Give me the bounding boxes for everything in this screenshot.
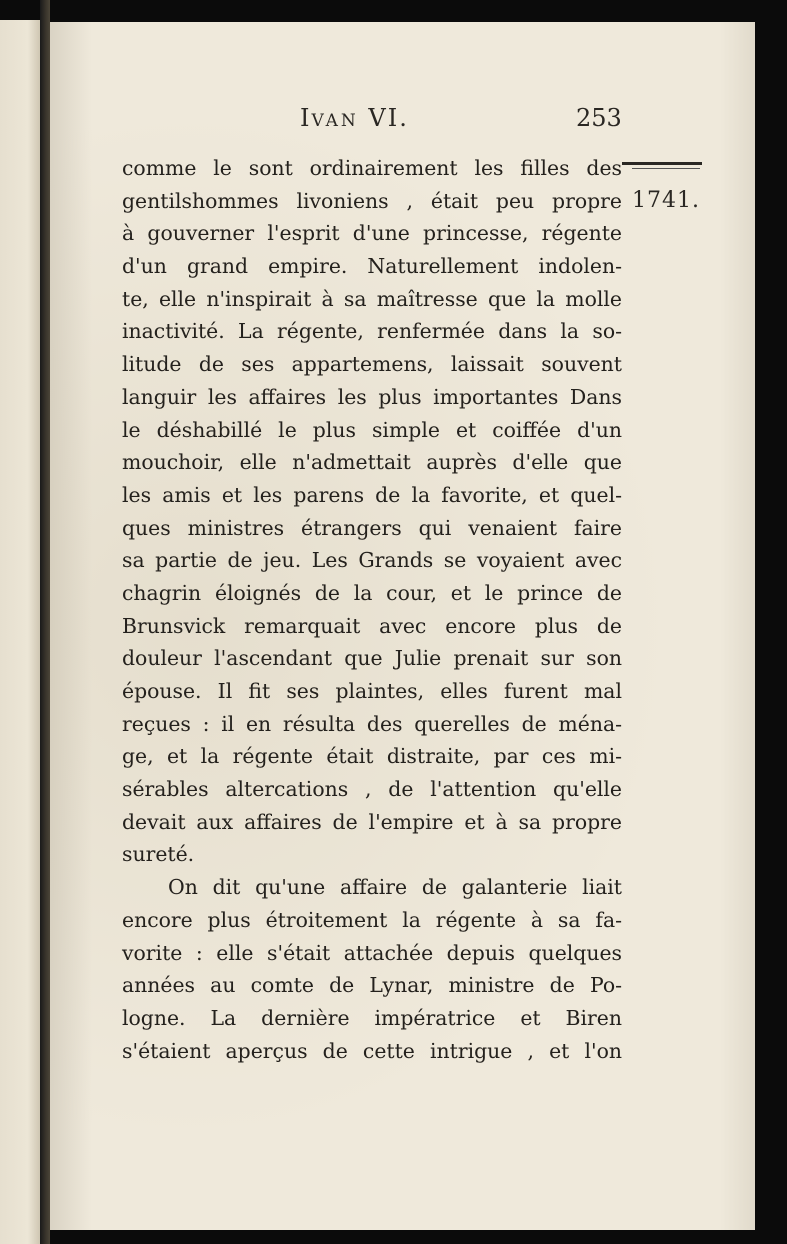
text-line: ge, et la régente était distraite, par ces mi- [122, 744, 622, 769]
margin-rule-thin [632, 168, 700, 169]
body-text [122, 152, 622, 1067]
text-line-paragraph-start: On dit qu'une affaire de galanterie liait [168, 875, 622, 900]
text-line: années au comte de Lynar, ministre de Po- [122, 973, 622, 998]
text-line: logne. La dernière impératrice et Biren [122, 1005, 622, 1030]
text-line: les amis et les parens de la favorite, et quel- [122, 482, 622, 507]
page-number: 253 [576, 104, 622, 132]
right-background [755, 0, 787, 1244]
text-line: à gouverner l'esprit d'une princesse, régente [122, 221, 622, 246]
text-line: te, elle n'inspirait à sa maîtresse que la molle [122, 286, 622, 311]
text-line: reçues : il en résulta des querelles de ména- [122, 711, 622, 736]
running-head-rest: VI. [358, 104, 409, 132]
text-line: mouchoir, elle n'admettait auprès d'elle que [122, 450, 622, 475]
left-page-edge [0, 20, 40, 1244]
text-line: comme le sont ordinairement les filles des [122, 156, 622, 180]
text-line: épouse. Il fit ses plaintes, elles furent mal [122, 679, 622, 703]
text-line: chagrin éloignés de la cour, et le prince de [122, 580, 622, 605]
text-line: gentilshommes livoniens , était peu propre [122, 188, 622, 213]
text-line: sérables altercations , de l'attention qu'elle [122, 777, 622, 802]
text-line: Brunsvick remarquait avec encore plus de [122, 613, 622, 638]
text-line: encore plus étroitement la régente à sa fa- [122, 907, 622, 932]
margin-year-note: 1741. [632, 188, 700, 213]
text-line: le déshabillé le plus simple et coiffée d'un [122, 417, 622, 442]
text-line: ques ministres étrangers qui venaient faire [122, 515, 622, 540]
text-line-paragraph-end: sureté. [122, 842, 195, 867]
text-line: litude de ses appartemens, laissait souvent [122, 352, 622, 377]
text-line: sa partie de jeu. Les Grands se voyaient avec [122, 548, 622, 573]
running-head [300, 104, 409, 132]
text-line: languir les affaires les plus importantes Dans [122, 384, 622, 409]
running-head-initial: I [300, 104, 312, 132]
margin-rule [622, 162, 702, 165]
text-line: inactivité. La régente, renfermée dans la so- [122, 319, 622, 344]
text-line: s'étaient aperçus de cette intrigue , et l'on [122, 1038, 622, 1063]
text-line: douleur l'ascendant que Julie prenait sur son [122, 646, 622, 671]
running-head-small-caps: VAN [311, 111, 359, 131]
text-line: vorite : elle s'était attachée depuis quelques [122, 940, 622, 965]
book-gutter [40, 0, 50, 1244]
text-line: devait aux affaires de l'empire et à sa propre [122, 809, 622, 834]
text-line: d'un grand empire. Naturellement indolen- [122, 254, 622, 279]
